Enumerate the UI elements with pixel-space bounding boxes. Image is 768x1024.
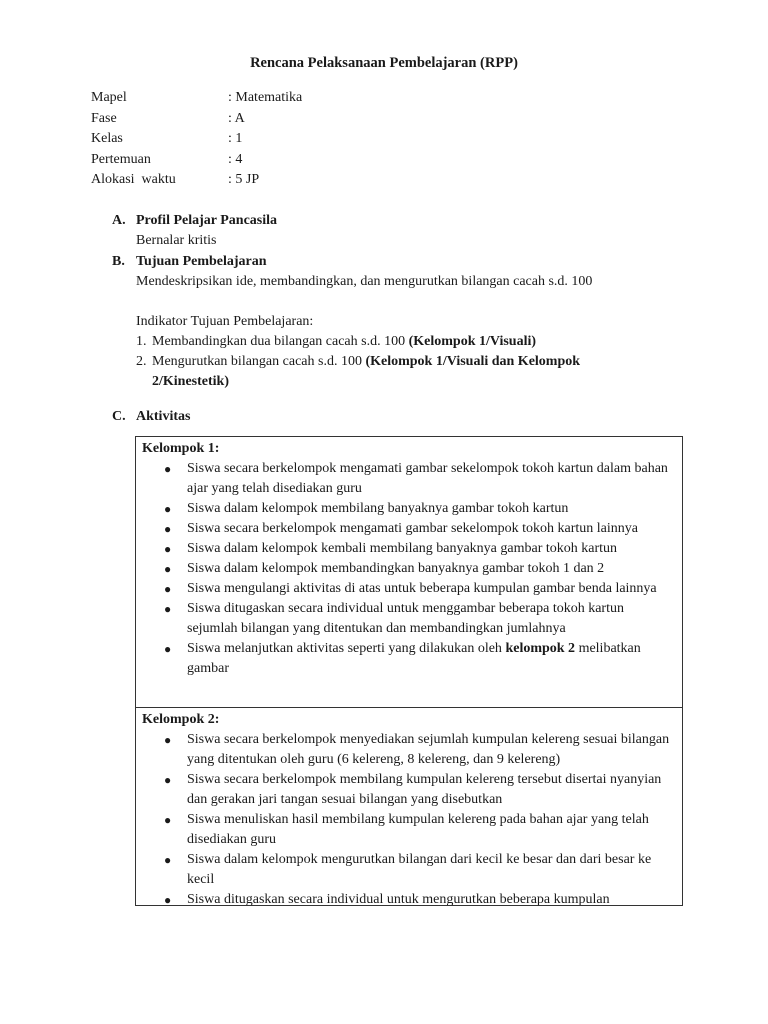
bullet-icon: ● (164, 853, 172, 867)
bullet-icon: ● (164, 893, 172, 906)
activity-text: Siswa ditugaskan secara individual untuk menggambar beberapa tokoh kartun sejumlah bilangan yang ditentukan dan membandingkan jumlahnya (187, 601, 624, 636)
activity-list (142, 730, 676, 906)
section-a (112, 211, 277, 251)
activity-text: Siswa menuliskan hasil membilang kumpulan kelereng pada bahan ajar yang telah disediakan guru (187, 812, 649, 847)
list-item (142, 770, 676, 810)
bullet-icon: ● (164, 562, 172, 576)
list-item (142, 639, 676, 679)
list-item (142, 499, 676, 519)
activity-text: Siswa secara berkelompok mengamati gambar sekelompok tokoh kartun lainnya (187, 521, 638, 536)
indicator-title: Indikator Tujuan Pembelajaran: (136, 314, 314, 329)
bullet-icon: ● (164, 462, 172, 476)
section-letter: C. (112, 409, 126, 424)
activity-emphasis: kelompok 2 (505, 641, 576, 656)
bullet-icon: ● (164, 522, 172, 536)
bullet-icon: ● (164, 502, 172, 516)
list-item (142, 459, 676, 499)
activity-text: Siswa mengulangi aktivitas di atas untuk beberapa kumpulan gambar benda lainnya (187, 581, 657, 596)
list-item (136, 352, 636, 392)
meta-value: : Matematika (228, 90, 303, 105)
group-1-cell (136, 437, 682, 707)
section-title: Tujuan Pembelajaran (136, 254, 267, 269)
meta-row-mapel (91, 88, 302, 109)
activity-text-end: melibatkan gambar (187, 641, 641, 676)
activity-text: Siswa dalam kelompok kembali membilang banyaknya gambar tokoh kartun (187, 541, 618, 556)
meta-row-alokasi-waktu (91, 170, 302, 191)
bullet-icon: ● (164, 602, 172, 616)
indicator-group: (Kelompok 1/Visuali) (408, 334, 537, 349)
meta-value: : A (228, 110, 245, 126)
list-item (142, 559, 676, 579)
indicator-list (112, 332, 636, 392)
indicator-group: (Kelompok 1/Visuali dan Kelompok 2/Kinestetik) (152, 354, 581, 389)
list-item (142, 890, 676, 906)
list-item (142, 850, 676, 890)
meta-row-fase (91, 109, 302, 130)
list-item (142, 810, 676, 850)
bullet-icon: ● (164, 813, 172, 827)
meta-label: Kelas (91, 131, 123, 146)
indicator-text: Membandingkan dua bilangan cacah s.d. 100 (152, 334, 409, 349)
section-letter: A. (112, 213, 126, 228)
section-b-body: Mendeskripsikan ide, membandingkan, dan mengurutkan bilangan cacah s.d. 100 (136, 274, 593, 289)
meta-row-pertemuan (91, 150, 302, 171)
meta-value: : 5 JP (228, 172, 260, 187)
meta-value: : 4 (228, 151, 243, 167)
section-letter: B. (112, 254, 125, 269)
section-c (112, 407, 190, 427)
section-b (112, 252, 636, 392)
meta-table (91, 88, 302, 191)
section-title: Profil Pelajar Pancasila (136, 213, 278, 228)
list-number: 1. (136, 334, 147, 349)
group-heading: Kelompok 1: (142, 441, 220, 456)
activity-text: Siswa ditugaskan secara individual untuk mengurutkan beberapa kumpulan (187, 892, 610, 906)
meta-label: Mapel (91, 90, 127, 105)
list-item (142, 579, 676, 599)
meta-label: Fase (91, 110, 117, 126)
bullet-icon: ● (164, 773, 172, 787)
section-a-heading (112, 211, 277, 231)
activity-text: Siswa secara berkelompok menyediakan sejumlah kumpulan kelereng sesuai bilangan yang ditentukan oleh guru (6 kelereng, 8 kelereng, dan 9 kelereng) (187, 732, 670, 767)
document-title: Rencana Pelaksanaan Pembelajaran (RPP) (250, 55, 518, 71)
meta-row-kelas (91, 129, 302, 150)
activity-text: Siswa melanjutkan aktivitas seperti yang dilakukan oleh (187, 641, 506, 656)
meta-label: Pertemuan (91, 151, 151, 167)
list-number: 2. (136, 354, 147, 369)
bullet-icon: ● (164, 733, 172, 747)
list-item (142, 730, 676, 770)
activity-text: Siswa dalam kelompok membandingkan banyaknya gambar tokoh 1 dan 2 (187, 561, 605, 576)
bullet-icon: ● (164, 542, 172, 556)
activity-text: Siswa dalam kelompok mengurutkan bilangan dari kecil ke besar dan dari besar ke kecil (187, 852, 652, 887)
activity-text: Siswa dalam kelompok membilang banyaknya gambar tokoh kartun (187, 501, 569, 516)
group-heading: Kelompok 2: (142, 712, 220, 727)
activity-list (142, 459, 676, 679)
bullet-icon: ● (164, 582, 172, 596)
list-item (142, 539, 676, 559)
section-b-heading (112, 252, 636, 272)
activity-text: Siswa secara berkelompok membilang kumpulan kelereng tersebut disertai nyanyian dan gerakan jari tangan sesuai bilangan yang disebutkan (187, 772, 662, 807)
group-2-cell (136, 707, 682, 906)
section-title: Aktivitas (136, 409, 191, 424)
section-c-heading (112, 407, 190, 427)
list-item (142, 519, 676, 539)
activity-table (135, 436, 683, 906)
activity-text: Siswa secara berkelompok mengamati gambar sekelompok tokoh kartun dalam bahan ajar yang telah disediakan guru (187, 461, 668, 496)
section-a-body: Bernalar kritis (136, 233, 217, 248)
meta-label: Alokasi waktu (91, 172, 176, 187)
meta-value: : 1 (228, 131, 243, 146)
list-item (136, 332, 636, 352)
list-item (142, 599, 676, 639)
bullet-icon: ● (164, 642, 172, 656)
indicator-text: Mengurutkan bilangan cacah s.d. 100 (152, 354, 366, 369)
